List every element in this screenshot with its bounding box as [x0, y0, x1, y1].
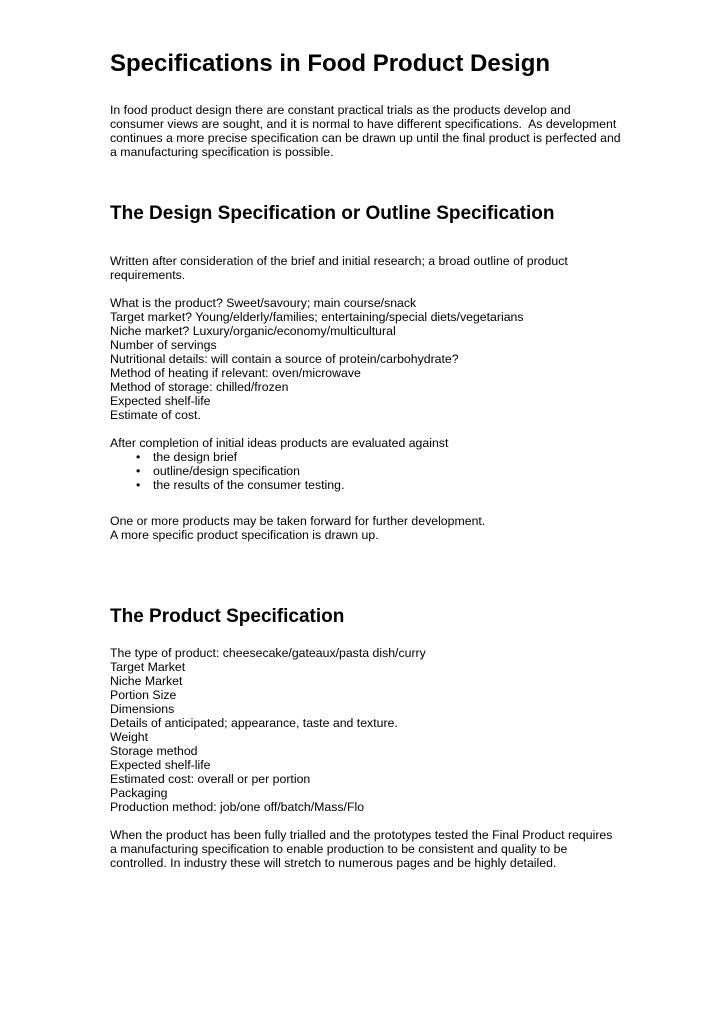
product-spec-checklist [110, 646, 615, 814]
bullet-icon: • [136, 450, 141, 464]
checklist-line: Portion Size [110, 688, 177, 702]
design-spec-heading: The Design Specification or Outline Specification [110, 203, 555, 224]
checklist-line: Packaging [110, 786, 168, 800]
page-title: Specifications in Food Product Design [110, 50, 551, 77]
paragraph-line: One or more products may be taken forward for further development. [110, 514, 486, 528]
bullet-item-label: the design brief [153, 450, 238, 464]
checklist-line: Method of heating if relevant: oven/microwave [110, 366, 361, 380]
paragraph-line: After completion of initial ideas products are evaluated against [110, 436, 449, 450]
closing-paragraph [110, 828, 615, 870]
checklist-line: Method of storage: chilled/frozen [110, 380, 289, 394]
design-spec-checklist [110, 296, 615, 422]
checklist-line: Estimate of cost. [110, 408, 201, 422]
bullet-list-item [110, 478, 615, 492]
paragraph-line: continues a more precise specification can be drawn up until the final product is perfected and [110, 131, 621, 145]
intro-paragraph [110, 103, 621, 159]
paragraph-line: a manufacturing specification to enable production to be consistent and quality to be [110, 842, 568, 856]
product-spec-heading: The Product Specification [110, 606, 345, 627]
checklist-line: Estimated cost: overall or per portion [110, 772, 311, 786]
paragraph-line: A more specific product specification is drawn up. [110, 528, 379, 542]
checklist-line: The type of product: cheesecake/gateaux/pasta dish/curry [110, 646, 426, 660]
paragraph-line: Written after consideration of the brief and initial research; a broad outline of product [110, 254, 568, 268]
checklist-line: Niche Market [110, 674, 183, 688]
paragraph-line: a manufacturing specification is possible. [110, 145, 334, 159]
checklist-line: Expected shelf-life [110, 758, 211, 772]
bullet-icon: • [136, 478, 141, 492]
checklist-line: Nutritional details: will contain a source of protein/carbohydrate? [110, 352, 459, 366]
paragraph-line: controlled. In industry these will stretch to numerous pages and be highly detailed. [110, 856, 557, 870]
checklist-line: Dimensions [110, 702, 175, 716]
bullet-icon: • [136, 464, 141, 478]
outcome-paragraph [110, 514, 615, 542]
paragraph-line: In food product design there are constant practical trials as the products develop and [110, 103, 571, 117]
checklist-line: Weight [110, 730, 149, 744]
checklist-line: Number of servings [110, 338, 217, 352]
paragraph-line: When the product has been fully trialled and the prototypes tested the Final Product requires [110, 828, 613, 842]
checklist-line: Storage method [110, 744, 198, 758]
evaluation-bullet-list [110, 450, 615, 492]
evaluation-intro-paragraph [110, 436, 615, 450]
checklist-line: Production method: job/one off/batch/Mass/Flo [110, 800, 365, 814]
bullet-item-label: the results of the consumer testing. [153, 478, 345, 492]
bullet-list-item [110, 450, 615, 464]
checklist-line: Target Market [110, 660, 186, 674]
checklist-line: Expected shelf-life [110, 394, 211, 408]
bullet-item-label: outline/design specification [153, 464, 300, 478]
bullet-list-item [110, 464, 615, 478]
paragraph-line: requirements. [110, 268, 186, 282]
checklist-line: What is the product? Sweet/savoury; main course/snack [110, 296, 417, 310]
checklist-line: Target market? Young/elderly/families; entertaining/special diets/vegetarians [110, 310, 524, 324]
checklist-line: Details of anticipated; appearance, taste and texture. [110, 716, 398, 730]
design-spec-overview-paragraph [110, 254, 615, 282]
paragraph-line: consumer views are sought, and it is normal to have different specifications. As development [110, 117, 617, 131]
checklist-line: Niche market? Luxury/organic/economy/multicultural [110, 324, 396, 338]
